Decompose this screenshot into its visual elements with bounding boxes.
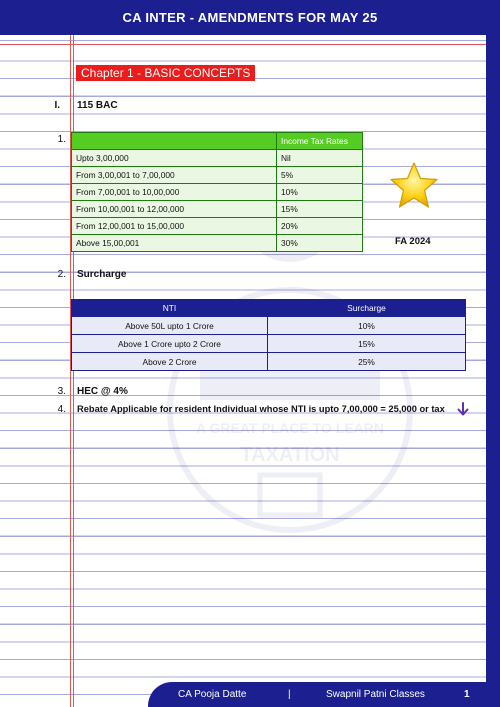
table-row <box>72 317 466 335</box>
surcharge-cell: 15% <box>268 335 466 353</box>
rate-cell: 5% <box>277 167 363 184</box>
table-row <box>72 235 363 252</box>
header-title: CA INTER - AMENDMENTS FOR MAY 25 <box>122 10 378 25</box>
surcharge-cell: 10% <box>268 317 466 335</box>
rate-cell: 15% <box>277 201 363 218</box>
nti-cell: Above 2 Crore <box>72 353 268 371</box>
table-row <box>72 335 466 353</box>
star-icon <box>388 160 440 212</box>
footer-separator: | <box>288 689 291 700</box>
table-row <box>72 201 363 218</box>
item-3-number: 3. <box>57 386 66 397</box>
footer-author: CA Pooja Datte <box>178 689 247 700</box>
footer-band <box>148 682 500 707</box>
section-title: 115 BAC <box>77 100 118 111</box>
rate-cell: 30% <box>277 235 363 252</box>
item-1-number: 1. <box>57 134 66 145</box>
table-header-row <box>72 300 466 317</box>
rate-cell: 10% <box>277 184 363 201</box>
table-row <box>72 167 363 184</box>
table-row <box>72 184 363 201</box>
surcharge-cell: 25% <box>268 353 466 371</box>
slab-cell: From 12,00,001 to 15,00,000 <box>72 218 277 235</box>
section-number: I. <box>54 100 60 111</box>
right-border-band <box>486 0 500 707</box>
rate-cell: 20% <box>277 218 363 235</box>
top-rule <box>0 44 486 45</box>
watermark-line-2: A GREAT PLACE TO LEARN <box>196 420 384 436</box>
table-header-cell <box>72 133 277 150</box>
hec-text: HEC @ 4% <box>77 386 128 397</box>
slab-cell: From 3,00,001 to 7,00,000 <box>72 167 277 184</box>
slab-cell: From 7,00,001 to 10,00,000 <box>72 184 277 201</box>
table-header-row <box>72 133 363 150</box>
watermark-line-1: CA POOJA DATTE <box>203 380 377 402</box>
arrow-down-icon <box>457 402 469 418</box>
table-row <box>72 218 363 235</box>
rate-cell: Nil <box>277 150 363 167</box>
item-2-number: 2. <box>57 269 66 280</box>
surcharge-title: Surcharge <box>77 269 127 280</box>
finance-act-badge: FA 2024 <box>395 236 431 247</box>
income-tax-rates-table <box>71 132 363 252</box>
footer-institute: Swapnil Patni Classes <box>326 689 425 700</box>
table-header-cell: Income Tax Rates <box>277 133 363 150</box>
table-row <box>72 353 466 371</box>
table-header-cell: NTI <box>72 300 268 317</box>
slab-cell: Above 15,00,001 <box>72 235 277 252</box>
rebate-text: Rebate Applicable for resident Individual whose NTI is upto 7,00,000 = 25,000 or tax <box>77 404 445 414</box>
nti-cell: Above 50L upto 1 Crore <box>72 317 268 335</box>
page-number: 1 <box>464 689 470 700</box>
table-row <box>72 150 363 167</box>
header-band <box>0 0 500 35</box>
table-header-cell: Surcharge <box>268 300 466 317</box>
slab-cell: Upto 3,00,000 <box>72 150 277 167</box>
item-4-number: 4. <box>57 404 66 415</box>
chapter-title: Chapter 1 - BASIC CONCEPTS <box>76 65 255 81</box>
slab-cell: From 10,00,001 to 12,00,000 <box>72 201 277 218</box>
nti-cell: Above 1 Crore upto 2 Crore <box>72 335 268 353</box>
surcharge-table <box>71 299 466 371</box>
watermark-line-3: TAXATION <box>240 444 340 466</box>
